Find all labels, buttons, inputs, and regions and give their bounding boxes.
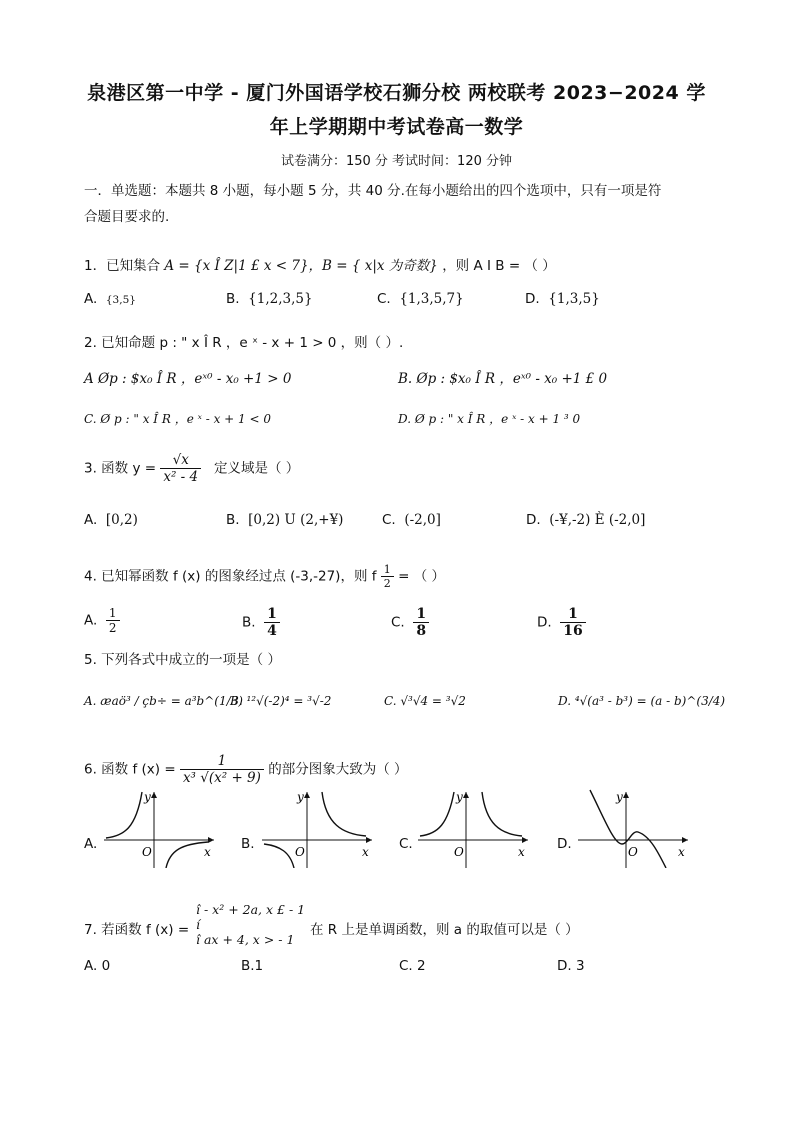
q3-option-a: A. [0,2) xyxy=(84,512,138,528)
section-line2: 合题目要求的. xyxy=(84,209,170,225)
q6-label-b: B. xyxy=(241,836,255,852)
q6a-y-label: y xyxy=(144,790,151,804)
q6-label-a: A. xyxy=(84,836,98,852)
q1-set-b: { x|x 为奇数} xyxy=(351,258,438,274)
q6a-origin: O xyxy=(142,845,152,859)
q6b-y-label: y xyxy=(297,790,304,804)
q2-option-a: A Øp : $x₀ Î R ，eˣ⁰ - x₀ +1 > 0 xyxy=(84,371,292,387)
q7-option-a: A. 0 xyxy=(84,958,111,974)
q3-option-b: B. [0,2) U (2,+¥) xyxy=(226,512,344,528)
question-5: 5. 下列各式中成立的一项是（ ） xyxy=(84,652,281,668)
q1-tail: ，则 A I B = （ ） xyxy=(442,258,556,274)
q6d-y-label: y xyxy=(616,790,623,804)
section-line1: 一．单选题：本题共 8 小题，每小题 5 分，共 40 分.在每小题给出的四个选项中，只有一项是符 xyxy=(84,183,662,199)
q4-option-b: B. $\frac{1}{4}$ xyxy=(242,606,280,639)
q1-option-a: A. {3,5} xyxy=(84,291,136,307)
q1-number: 1．已知集合 xyxy=(84,258,161,274)
exam-title-line2: 年上学期期中考试卷高一数学 xyxy=(269,116,524,138)
q3-number: 3. 函数 y = xyxy=(84,460,157,477)
q6-label-c: C. xyxy=(399,836,413,852)
q1-option-b: B. {1,2,3,5} xyxy=(226,291,313,307)
q6c-origin: O xyxy=(454,845,464,859)
q7-option-c: C. 2 xyxy=(399,958,426,974)
q1-option-d: D. {1,3,5} xyxy=(525,291,600,307)
q5-option-d: D. ⁴√(a³ - b³) = (a - b)^(3/4) xyxy=(558,694,726,708)
q6-fraction: $\frac{1}{\text{x³ √(x² + 9)}}$ xyxy=(180,753,264,786)
q3-tail: 定义域是（ ） xyxy=(214,460,300,477)
q6d-x-label: x xyxy=(678,845,685,859)
q7-stem: 7. 若函数 f (x) = xyxy=(84,922,190,938)
q6a-x-label: x xyxy=(204,845,211,859)
q2-option-d: D. Ø p : " x Î R ，e ˣ - x + 1 ³ 0 xyxy=(398,412,581,426)
q5-option-b: B. ¹²√(-2)⁴ = ³√-2 xyxy=(230,694,332,708)
q2-option-b: B. Øp : $x₀ Î R ，eˣ⁰ - x₀ +1 £ 0 xyxy=(398,371,608,387)
q3-option-d: D. (-¥,-2) È (-2,0] xyxy=(526,512,646,528)
q6c-y-label: y xyxy=(456,790,463,804)
q5-option-a: A. æaö³ / çb÷ = a³b^(1/3) xyxy=(84,694,243,708)
question-2: 2. 已知命题 p : " x Î R ，e ˣ - x + 1 > 0 ，则（ ）. xyxy=(84,335,404,351)
question-7 xyxy=(84,918,189,938)
q7-tail: 在 R 上是单调函数，则 a 的取值可以是（ ） xyxy=(310,922,579,938)
q6-stem: 6. 函数 f (x) = xyxy=(84,761,176,778)
q7-case-brace: í xyxy=(196,917,200,932)
q4-option-d: D. $\frac{1}{16}$ xyxy=(537,606,586,639)
q1-set-a: A = {x Î Z|1 £ x < 7}，B = xyxy=(164,258,352,274)
q5-option-c: C. √³√4 = ³√2 xyxy=(384,694,466,708)
q4-arg: $\frac{1}{2}$ xyxy=(381,563,394,590)
q7-piecewise xyxy=(196,902,305,947)
q4-stem: 4. 已知幂函数 f (x) 的图象经过点 (-3,-27)，则 f xyxy=(84,568,377,585)
q4-option-c: C. $\frac{1}{8}$ xyxy=(391,606,429,639)
q6b-origin: O xyxy=(295,845,305,859)
q6d-origin: O xyxy=(628,845,638,859)
q6c-x-label: x xyxy=(518,845,525,859)
question-6 xyxy=(84,753,408,786)
q2-option-c: C. Ø p : " x Î R ，e ˣ - x + 1 < 0 xyxy=(84,412,271,426)
q6-label-d: D. xyxy=(557,836,572,852)
q6b-x-label: x xyxy=(362,845,369,859)
q3-fraction: $\frac{√x}{\text{x² - 4}}$ xyxy=(160,452,201,485)
question-4 xyxy=(84,563,445,590)
q6-graph-d xyxy=(578,788,718,868)
q7-option-b: B.1 xyxy=(241,958,264,974)
q7-case-2: î ax + 4, x > - 1 xyxy=(196,932,295,947)
question-3 xyxy=(84,452,299,485)
q6-graph-b xyxy=(262,788,402,868)
q6-graph-a xyxy=(104,788,244,868)
q6-tail: 的部分图象大致为（ ） xyxy=(268,761,408,778)
q6-graph-c xyxy=(418,788,558,868)
q1-option-c: C. {1,3,5,7} xyxy=(377,291,464,307)
q7-case-1: î - x² + 2a, x £ - 1 xyxy=(196,902,306,917)
q7-option-d: D. 3 xyxy=(557,958,585,974)
q4-option-a: A. $\frac{1}{2}$ xyxy=(84,606,120,635)
section-heading xyxy=(84,178,724,230)
q4-tail: = （ ） xyxy=(398,568,445,585)
q3-option-c: C. (-2,0] xyxy=(382,512,441,528)
exam-title-line1: 泉港区第一中学 - 厦门外国语学校石狮分校 两校联考 2023−2024 学 xyxy=(87,82,706,104)
exam-meta: 试卷满分：150 分 考试时间：120 分钟 xyxy=(280,154,513,169)
question-1 xyxy=(84,254,556,274)
